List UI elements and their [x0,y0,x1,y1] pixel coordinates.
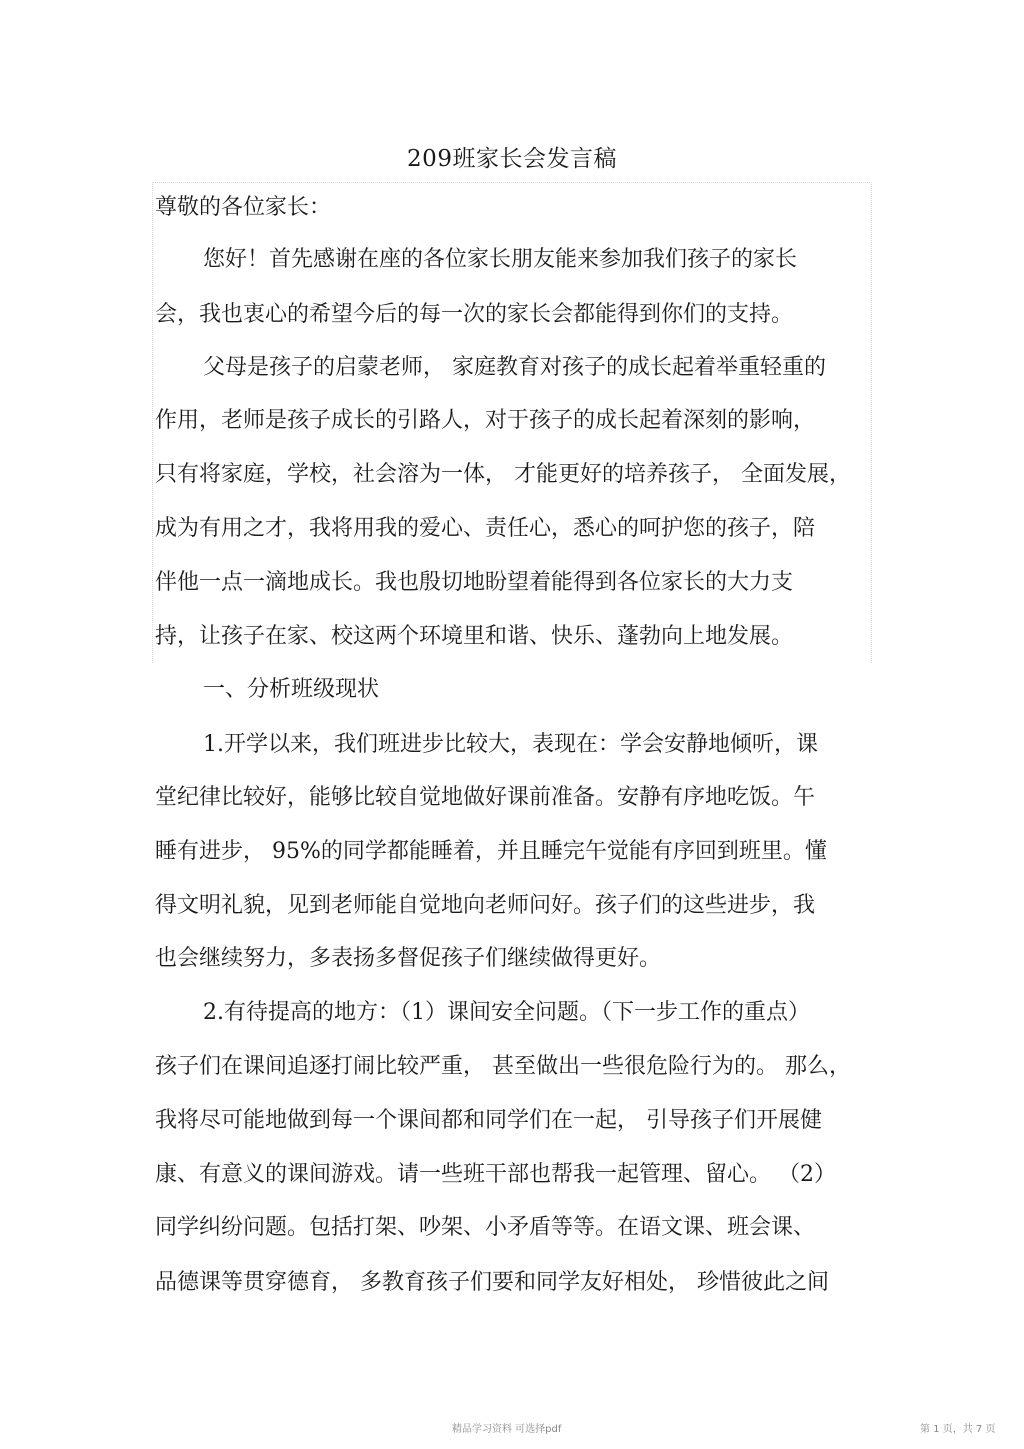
body-line-8: 伴他一点一滴地成长。我也殷切地盼望着能得到各位家长的大力支 [155,570,794,595]
body-line-13: 睡有进步， 95%的同学都能睡着，并且睡完午觉能有序回到班里。懂 [155,839,827,864]
body-line-6: 只有将家庭，学校，社会溶为一体， 才能更好的培养孩子， 全面发展， [155,462,851,487]
body-line-3: 会，我也衷心的希望今后的每一次的家长会都能得到你们的支持。 [155,302,794,327]
body-line-17: 孩子们在课间追逐打闹比较严重， 甚至做出一些很危险行为的。 那么， [155,1054,851,1079]
body-line-18: 我将尽可能地做到每一个课间都和同学们在一起， 引导孩子们开展健 [155,1108,822,1133]
footer-watermark: 精品学习资料 可选择pdf [452,1424,562,1435]
body-line-19: 康、有意义的课间游戏。请一些班干部也帮我一起管理、留心。 （2） [155,1162,836,1187]
body-line-4: 父母是孩子的启蒙老师， 家庭教育对孩子的成长起着举重轻重的 [203,355,826,380]
section-heading: 一、分析班级现状 [203,677,380,702]
body-line-1: 尊敬的各位家长： [155,195,332,220]
body-line-11: 1.开学以来，我们班进步比较大，表现在：学会安静地倾听，课 [203,732,818,757]
body-line-2: 您好！首先感谢在座的各位家长朋友能来参加我们孩子的家长 [203,247,798,272]
body-line-9: 持，让孩子在家、校这两个环境里和谐、快乐、蓬勃向上地发展。 [155,624,794,649]
body-line-15: 也会继续努力，多表扬多督促孩子们继续做得更好。 [155,946,662,971]
body-line-20: 同学纠纷问题。包括打架、吵架、小矛盾等等。在语文课、班会课、 [155,1215,816,1240]
page-title: 209班家长会发言稿 [407,146,617,172]
body-line-16: 2.有待提高的地方：（1）课间安全问题。（下一步工作的重点） [203,1000,810,1025]
body-line-7: 成为有用之才，我将用我的爱心、责任心，悉心的呵护您的孩子，陪 [155,516,816,541]
body-line-5: 作用，老师是孩子成长的引路人，对于孩子的成长起着深刻的影响， [155,408,816,433]
body-line-12: 堂纪律比较好，能够比较自觉地做好课前准备。安静有序地吃饭。午 [155,785,816,810]
page-number: 第 1 页，共 7 页 [920,1424,996,1435]
body-line-14: 得文明礼貌，见到老师能自觉地向老师问好。孩子们的这些进步，我 [155,893,816,918]
body-line-21: 品德课等贯穿德育， 多教育孩子们要和同学友好相处， 珍惜彼此之间 [155,1270,829,1295]
